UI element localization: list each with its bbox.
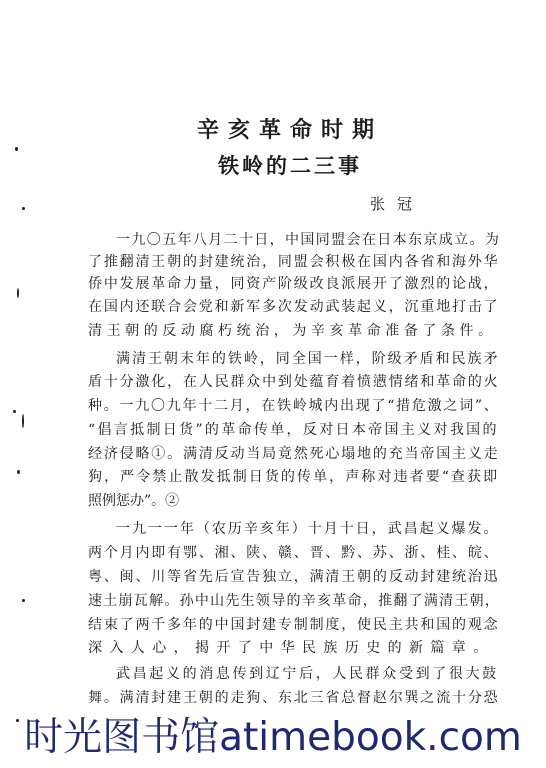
page-title: 辛亥革命时期 (196, 117, 383, 143)
scan-speck (17, 470, 20, 474)
body-line: 两个月内即有鄂、湘、陕、赣、晋、黔、苏、浙、桂、皖、 (88, 545, 500, 561)
scan-speck (22, 414, 24, 428)
scan-speck (22, 599, 25, 602)
body-line: 盾十分激化，在人民群众中到处蕴育着愤懑情绪和革命的火 (88, 374, 500, 390)
scan-speck (13, 410, 16, 413)
body-line: 了推翻清王朝的封建统治，同盟会积极在国内各省和海外华 (88, 254, 500, 270)
body-line: 种。一九〇九年十二月，在铁岭城内出现了“措危激之词”、 (88, 398, 500, 414)
body-line: “倡言抵制日货”的革命传单，反对日本帝国主义对我国的 (88, 422, 499, 438)
scan-speck (15, 147, 18, 151)
body-line: 粤、闽、川等省先后宣告独立，满清王朝的反动封建统治迅 (88, 569, 500, 585)
page-subtitle: 铁岭的二三事 (218, 153, 362, 178)
body-line: 一九一一年（农历辛亥年）十月十日，武昌起义爆发。 (116, 521, 500, 537)
body-line: 深入人心，揭开了中华民族历史的新篇章。 (88, 640, 495, 656)
body-line: 满清王朝末年的铁岭，同全国一样，阶级矛盾和民族矛 (116, 351, 500, 367)
body-line: 舞。满清封建王朝的走狗、东北三省总督赵尔巽之流十分恐 (88, 690, 500, 706)
body-line: 在国内还联合会党和新军多次发动武装起义，沉重地打击了 (88, 299, 500, 315)
author-name: 张冠 (370, 195, 425, 213)
body-line: 结束了两千多年的中国封建专制制度，使民主共和国的观念 (88, 617, 500, 633)
body-line: 速土崩瓦解。孙中山先生领导的辛亥革命，推翻了满清王朝， (88, 593, 501, 609)
body-line: 侨中发展革命力量，同资产阶级改良派展开了激烈的论战， (88, 276, 500, 292)
body-line: 清王朝的反动腐朽统治，为辛亥革命准备了条件。 (88, 323, 497, 339)
watermark-banner: 时光图书馆atimebook.com (24, 715, 522, 760)
body-line: 一九〇五年八月二十日，中国同盟会在日本东京成立。为 (116, 232, 501, 248)
body-line: 狗，严令禁止散发抵制日货的传单，声称对违者要“查获即 (88, 469, 500, 485)
scan-speck (17, 288, 19, 298)
scan-speck (22, 207, 25, 210)
body-line: 照例惩办”。② (88, 493, 180, 509)
body-line: 武昌起义的消息传到辽宁后，人民群众受到了很大鼓 (116, 666, 499, 682)
body-line: 经济侵略①。满清反动当局竟然死心塌地的充当帝国主义走 (88, 446, 500, 462)
